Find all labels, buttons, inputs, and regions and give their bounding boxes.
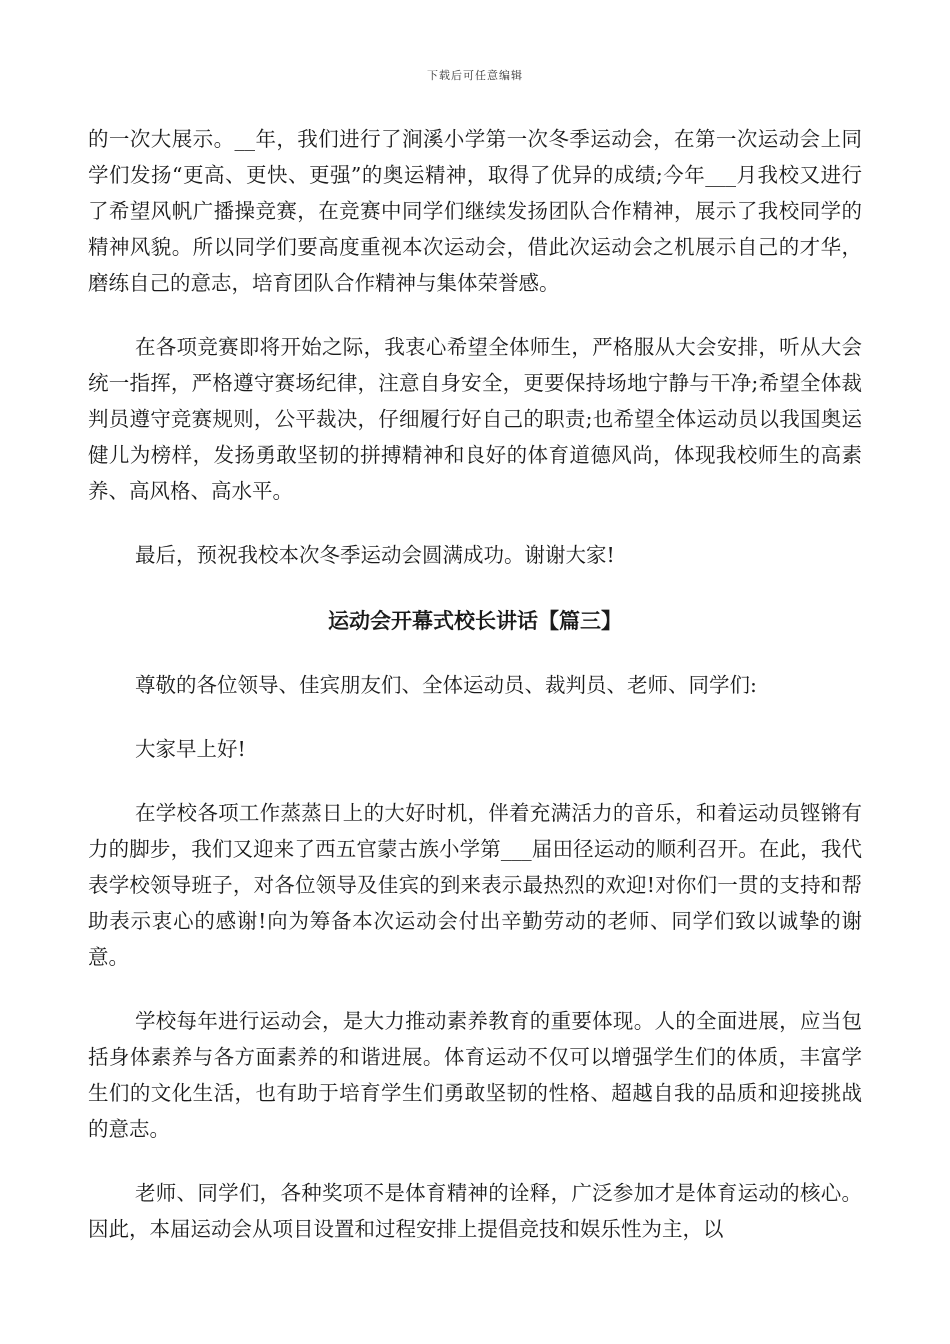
paragraph-6: 老师、同学们，各种奖项不是体育精神的诠释，广泛参加才是体育运动的核心。因此，本届运动会从项目设置和过程安排上提倡竞技和娱乐性为主，以 — [88, 1181, 862, 1241]
paragraph-2: 在各项竞赛即将开始之际，我衷心希望全体师生，严格服从大会安排，听从大会统一指挥，严格遵守赛场纪律，注意自身安全，更要保持场地宁静与干净;希望全体裁判员遵守竞赛规则，公平裁决，仔细履行好自己的职责;也希望全体运动员以我国奥运健儿为榜样，发扬勇敢坚韧的拼搏精神和良好的体育道德风尚，体现我校师生的高素养、高风格、高水平。 — [88, 335, 862, 503]
paragraph-4: 在学校各项工作蒸蒸日上的大好时机，伴着充满活力的音乐，和着运动员铿锵有力的脚步，我们又迎来了西五官蒙古族小学第___届田径运动的顺利召开。在此，我代表学校领导班子，对各位领导及佳宾的到来表示最热烈的欢迎!对你们一贯的支持和帮助表示衷心的感谢!向为筹备本次运动会付出辛勤劳动的老师、同学们致以诚挚的谢意。 — [88, 801, 862, 969]
paragraph-1: 的一次大展示。__年，我们进行了涧溪小学第一次冬季运动会，在第一次运动会上同学们发扬“更高、更快、更强”的奥运精神，取得了优异的成绩;今年___月我校又进行了希望风帆广播操竞赛，在竞赛中同学们继续发扬团队合作精神，展示了我校同学的精神风貌。所以同学们要高度重视本次运动会，借此次运动会之机展示自己的才华，磨练自己的意志，培育团队合作精神与集体荣誉感。 — [88, 127, 862, 295]
paragraph-5: 学校每年进行运动会，是大力推动素养教育的重要体现。人的全面进展，应当包括身体素养与各方面素养的和谐进展。体育运动不仅可以增强学生们的体质，丰富学生们的文化生活，也有助于培育学生们勇敢坚韧的性格、超越自我的品质和迎接挑战的意志。 — [88, 1009, 862, 1141]
paragraph-salutation: 尊敬的各位领导、佳宾朋友们、全体运动员、裁判员、老师、同学们: — [135, 673, 757, 697]
section-title: 运动会开幕式校长讲话【篇三】 — [328, 608, 622, 633]
paragraph-3: 最后，预祝我校本次冬季运动会圆满成功。谢谢大家! — [135, 543, 615, 567]
document-body — [88, 121, 862, 1247]
paragraph-greeting: 大家早上好! — [135, 737, 246, 761]
page-header: 下载后可任意编辑 — [427, 69, 523, 82]
